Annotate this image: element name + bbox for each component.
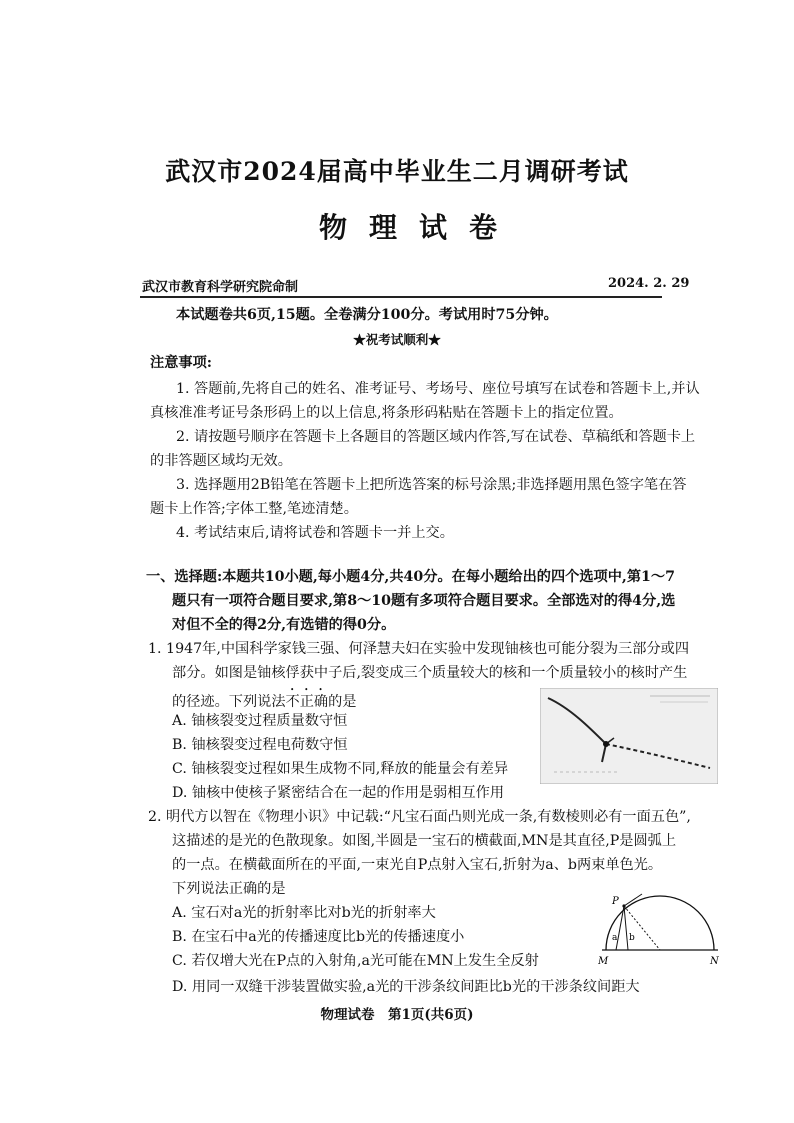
label-m: M: [598, 956, 609, 966]
q1-line3-post: 的是: [328, 694, 357, 710]
q1-option-a: A. 铀核裂变过程质量数守恒: [172, 713, 348, 729]
q1-option-b: B. 铀核裂变过程电荷数守恒: [172, 737, 348, 753]
q1-line3-pre: 的径迹。下列说法: [172, 694, 286, 710]
q1-line2: 部分。如图是铀核俘获中子后,裂变成三个质量较大的核和一个质量较小的核时产生: [172, 665, 688, 681]
ray-b: [624, 906, 628, 950]
q2-option-b: B. 在宝石中a光的传播速度比b光的传播速度小: [172, 929, 465, 945]
q2-option-c: C. 若仅增大光在P点的入射角,a光可能在MN上发生全反射: [172, 953, 539, 969]
label-n: N: [710, 956, 719, 966]
exam-subtitle: 物理试卷: [318, 211, 519, 244]
ray-a: [616, 906, 624, 950]
q1-option-c: C. 铀核裂变过程如果生成物不同,释放的能量会有差异: [172, 761, 509, 777]
notice-item-1-line1: 1. 答题前,先将自己的姓名、准考证号、考场号、座位号填写在试卷和答题卡上,并认: [176, 381, 700, 397]
good-luck-line: ★祝考试顺利★: [353, 332, 441, 347]
label-b: b: [629, 933, 635, 943]
header-divider: [140, 296, 662, 298]
exam-summary: 本试题卷共6页,15题。全卷满分100分。考试用时75分钟。: [176, 307, 558, 323]
q2-line3: 的一点。在横截面所在的平面,一束光自P点射入宝石,折射为a、b两束单色光。: [172, 857, 663, 873]
q2-line4: 下列说法正确的是: [172, 881, 286, 897]
section1-line3: 对但不全的得2分,有选错的得0分。: [172, 617, 396, 633]
notice-item-3-line1: 3. 选择题用2B铅笔在答题卡上把所选答案的标号涂黑;非选择题用黑色签字笔在答: [176, 477, 687, 493]
notice-item-1-line2: 真核准准考证号条形码上的以上信息,将条形码粘贴在答题卡上的指定位置。: [150, 405, 623, 421]
normal-line: [624, 906, 660, 950]
exam-date: 2024. 2. 29: [608, 276, 690, 291]
fission-track-photo: [540, 688, 718, 784]
q2-option-d: D. 用同一双缝干涉装置做实验,a光的干涉条纹间距比b光的干涉条纹间距大: [172, 979, 640, 995]
q1-emphasis-not-correct: 不正确: [285, 694, 329, 710]
section1-line1: 一、选择题:本题共10小题,每小题4分,共40分。在每小题给出的四个选项中,第1～7: [146, 569, 675, 585]
issuer-label: 武汉市教育科学研究院命制: [142, 280, 299, 295]
q1-option-d: D. 铀核中使核子紧密结合在一起的作用是弱相互作用: [172, 785, 505, 801]
semicircle-gem-diagram: [598, 888, 722, 966]
section1-line2: 题只有一项符合题目要求,第8～10题有多项符合题目要求。全部选对的得4分,选: [172, 593, 676, 609]
notice-item-2-line1: 2. 请按题号顺序在答题卡上各题目的答题区域内作答,写在试卷、草稿纸和答题卡上: [176, 429, 696, 445]
q2-line1: 2. 明代方以智在《物理小识》中记载:“凡宝石面凸则光成一条,有数棱则必有一面五色”,: [148, 809, 691, 825]
q2-option-a: A. 宝石对a光的折射率比对b光的折射率大: [172, 905, 436, 921]
page-footer: 物理试卷 第1页(共6页): [320, 1007, 474, 1023]
exam-title: 武汉市2024届高中毕业生二月调研考试: [165, 157, 629, 186]
label-p: P: [612, 896, 619, 907]
label-a: a: [612, 933, 618, 943]
notice-item-4: 4. 考试结束后,请将试卷和答题卡一并上交。: [176, 525, 454, 541]
q1-line1: 1. 1947年,中国科学家钱三强、何泽慧夫妇在实验中发现铀核也可能分裂为三部分或四: [148, 641, 690, 657]
notice-item-3-line2: 题卡上作答;字体工整,笔迹清楚。: [150, 501, 358, 517]
notice-heading: 注意事项:: [150, 355, 212, 371]
notice-item-2-line2: 的非答题区域均无效。: [150, 453, 292, 469]
q2-line2: 这描述的是光的色散现象。如图,半圆是一宝石的横截面,MN是其直径,P是圆弧上: [172, 833, 677, 849]
